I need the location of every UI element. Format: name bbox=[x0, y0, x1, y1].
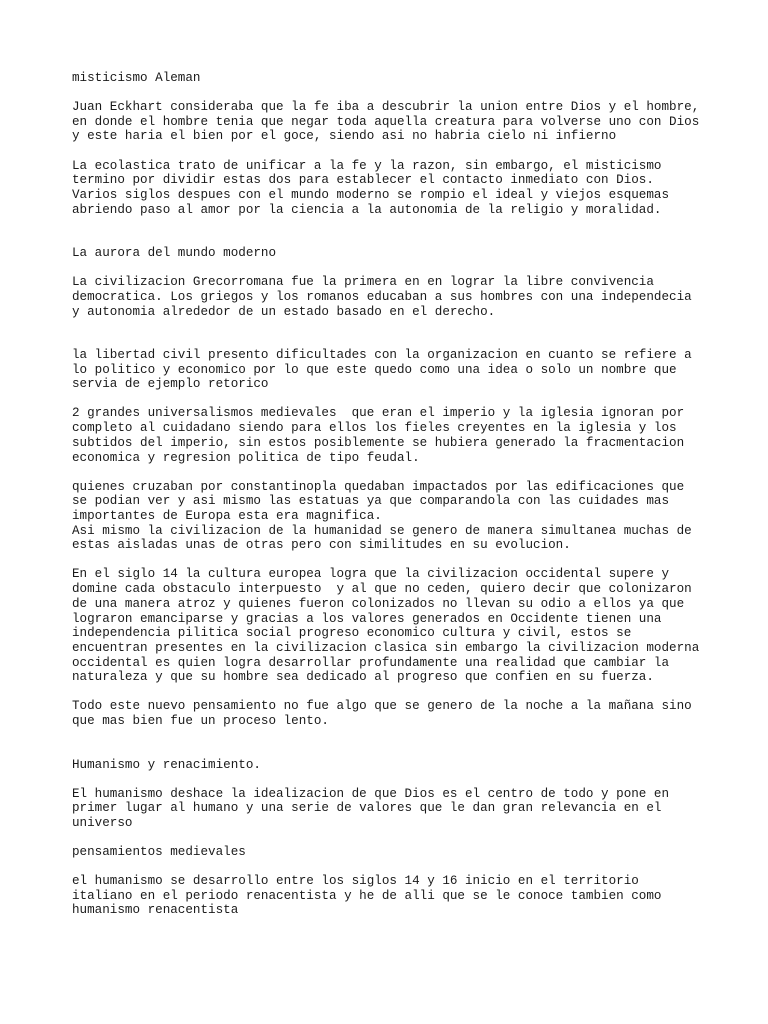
text-line: occidental es quien logra desarrollar profundamente una realidad que cambiar la bbox=[72, 655, 670, 670]
text-line: se podian ver y asi mismo las estatuas ya que comparandola con las cuidades mas bbox=[72, 494, 670, 509]
text-line: en donde el hombre tenia que negar toda aquella creatura para volverse uno con Dios bbox=[72, 114, 700, 129]
paragraph-siglo14 bbox=[72, 567, 712, 685]
text-line: termino por dividir estas dos para establecer el contacto inmediato con Dios. bbox=[72, 173, 654, 188]
paragraph-constantinopla bbox=[72, 480, 712, 553]
text-line: democratica. Los griegos y los romanos educaban a sus hombres con una independecia bbox=[72, 289, 692, 304]
heading-line: La aurora del mundo moderno bbox=[72, 246, 277, 261]
text-line: lo politico y economico por lo que este quedo como una idea o solo un nombre que bbox=[72, 362, 677, 377]
text-line: encuentran presentes en la civilizacion clasica sin embargo la civilizacion moderna bbox=[72, 640, 700, 655]
text-line: independencia pilitica social progreso economico cultura y civil, estos se bbox=[72, 626, 632, 641]
text-line: subtidos del imperio, sin estos posiblemente se hubiera generado la fracmentacion bbox=[72, 435, 685, 450]
text-line: Varios siglos despues con el mundo moderno se rompio el ideal y viejos esquemas bbox=[72, 187, 670, 202]
heading-line: Humanismo y renacimiento. bbox=[72, 757, 261, 772]
text-line: el humanismo se desarrollo entre los siglos 14 y 16 inicio en el territorio bbox=[72, 874, 639, 889]
text-line: El humanismo deshace la idealizacion de que Dios es el centro de todo y pone en bbox=[72, 786, 670, 801]
text-line: En el siglo 14 la cultura europea logra que la civilizacion occidental supere y bbox=[72, 567, 670, 582]
text-line: domine cada obstaculo interpuesto y al que no ceden, quiero decir que colonizaron bbox=[72, 582, 692, 597]
heading-aurora bbox=[72, 246, 712, 261]
text-line: servia de ejemplo retorico bbox=[72, 377, 269, 392]
paragraph-eckhart bbox=[72, 100, 712, 144]
paragraph-libertad bbox=[72, 348, 712, 392]
paragraph-renacentista bbox=[72, 874, 712, 918]
text-line: italiano en el periodo renacentista y he de alli que se le conoce tambien como bbox=[72, 888, 662, 903]
text-line: Juan Eckhart consideraba que la fe iba a descubrir la union entre Dios y el hombre, bbox=[72, 100, 700, 115]
text-line: primer lugar al humano y una serie de valores que le dan gran relevancia en el bbox=[72, 801, 662, 816]
text-line: 2 grandes universalismos medievales que eran el imperio y la iglesia ignoran por bbox=[72, 406, 685, 421]
text-line: abriendo paso al amor por la ciencia a la autonomia de la religio y moralidad. bbox=[72, 202, 662, 217]
heading-line: misticismo Aleman bbox=[72, 71, 201, 85]
paragraph-humanismo bbox=[72, 787, 712, 831]
document-page bbox=[72, 71, 712, 933]
text-line: economica y regresion politica de tipo feudal. bbox=[72, 450, 420, 465]
text-line: estas aisladas unas de otras pero con similitudes en su evolucion. bbox=[72, 538, 571, 553]
text-line: La civilizacion Grecorromana fue la primera en en lograr la libre convivencia bbox=[72, 275, 654, 290]
text-line: humanismo renacentista bbox=[72, 903, 239, 918]
paragraph-universalismos bbox=[72, 406, 712, 465]
text-line: la libertad civil presento dificultades con la organizacion en cuanto se refiere a bbox=[72, 348, 692, 363]
text-line: completo al cuidadano siendo para ellos los fieles creyentes en la iglesia y los bbox=[72, 421, 677, 436]
heading-pensamientos bbox=[72, 845, 712, 860]
text-line: importantes de Europa esta era magnifica. bbox=[72, 508, 382, 523]
text-line: quienes cruzaban por constantinopla quedaban impactados por las edificaciones que bbox=[72, 479, 685, 494]
text-line: y este haria el bien por el goce, siendo asi no habria cielo ni infierno bbox=[72, 129, 617, 144]
text-line: universo bbox=[72, 815, 133, 830]
heading-misticismo bbox=[72, 71, 712, 86]
text-line: Todo este nuevo pensamiento no fue algo que se genero de la noche a la mañana sino bbox=[72, 699, 692, 714]
paragraph-todo bbox=[72, 699, 712, 728]
text-line: de una manera atroz y quienes fueron colonizados no llevan su odio a ellos ya que bbox=[72, 596, 685, 611]
text-line: lograron emanciparse y gracias a los valores generados en Occidente tienen una bbox=[72, 611, 662, 626]
text-line: y autonomia alrededor de un estado basado en el derecho. bbox=[72, 304, 496, 319]
text-line: La ecolastica trato de unificar a la fe y la razon, sin embargo, el misticismo bbox=[72, 158, 662, 173]
paragraph-escolastica bbox=[72, 159, 712, 218]
text-line: Asi mismo la civilizacion de la humanidad se genero de manera simultanea muchas de bbox=[72, 523, 692, 538]
paragraph-grecorromana bbox=[72, 275, 712, 319]
text-line: naturaleza y que su hombre sea dedicado al progreso que confien en su fuerza. bbox=[72, 670, 654, 685]
text-line: que mas bien fue un proceso lento. bbox=[72, 714, 329, 729]
heading-line: pensamientos medievales bbox=[72, 845, 246, 860]
heading-humanismo bbox=[72, 758, 712, 773]
